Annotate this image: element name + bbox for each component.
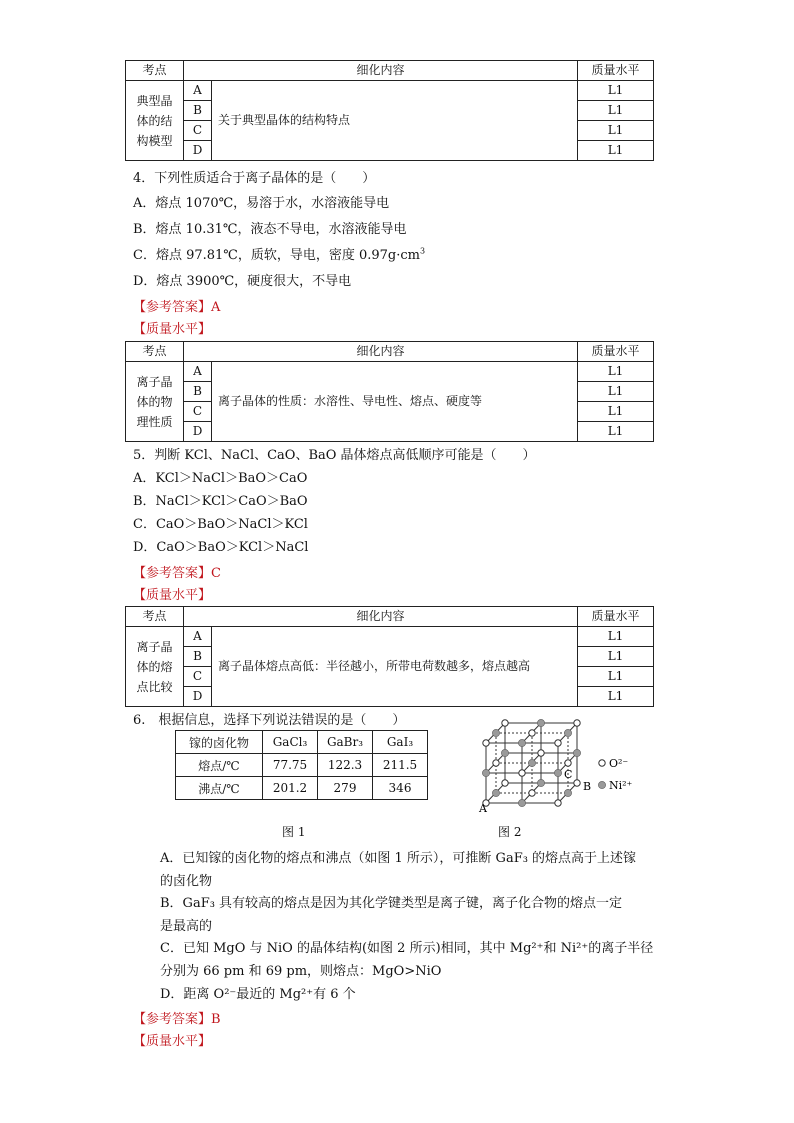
q6-option-a-line2: 的卤化物 (160, 874, 213, 889)
fig1-cell: 201.2 (263, 777, 318, 800)
header-kaodian: 考点 (126, 607, 184, 627)
figure1-halide-table (175, 730, 428, 800)
fig1-cell: 77.75 (263, 754, 318, 777)
fig1-row-label: 熔点/℃ (176, 754, 263, 777)
level-cell: L1 (578, 141, 654, 161)
ni-legend-label: Ni²⁺ (609, 779, 633, 792)
q5-option-a: A．KCl＞NaCl＞BaO＞CaO (133, 471, 308, 486)
q5-answer: 【参考答案】C (133, 566, 221, 581)
q6-answer: 【参考答案】B (133, 1012, 221, 1027)
o-legend-label: O²⁻ (609, 757, 629, 770)
fig1-row-label: 沸点/℃ (176, 777, 263, 800)
level-cell: L1 (578, 687, 654, 707)
fig1-header-cell: GaBr₃ (318, 731, 373, 754)
level-cell: L1 (578, 362, 654, 382)
figure2-crystal-structure (470, 715, 645, 815)
fig1-cell: 346 (373, 777, 428, 800)
option-letter: C (184, 402, 212, 422)
option-letter: B (184, 101, 212, 121)
header-level: 质量水平 (578, 342, 654, 362)
point-label-a: A (479, 802, 487, 815)
option-letter: B (184, 647, 212, 667)
q4-option-b: B．熔点 10.31℃，液态不导电，水溶液能导电 (133, 222, 407, 237)
point-label-c: C (564, 768, 573, 781)
fig1-cell: 279 (318, 777, 373, 800)
q4-option-d: D．熔点 3900℃，硬度很大，不导电 (133, 274, 352, 289)
figure1-caption: 图 1 (282, 825, 306, 839)
topic-cell: 离子晶 体的熔 点比较 (126, 627, 184, 707)
option-letter: D (184, 141, 212, 161)
level-cell: L1 (578, 667, 654, 687)
q4-option-c: C．熔点 97.81℃，质软，导电，密度 $0.97g\cdot cm^3$ (133, 246, 426, 263)
option-letter: D (184, 687, 212, 707)
header-content: 细化内容 (184, 607, 578, 627)
option-letter: C (184, 121, 212, 141)
header-kaodian: 考点 (126, 61, 184, 81)
fig1-header-cell: GaI₃ (373, 731, 428, 754)
detail-cell: 离子晶体的性质：水溶性、导电性、熔点、硬度等 (212, 362, 578, 442)
level-cell: L1 (578, 647, 654, 667)
quality-table-2 (125, 341, 654, 442)
q6-option-d: D．距离 O²⁻最近的 Mg²⁺有 6 个 (160, 987, 356, 1002)
q5-option-b: B．NaCl＞KCl＞CaO＞BaO (133, 494, 308, 509)
header-content: 细化内容 (184, 342, 578, 362)
topic-cell: 典型晶 体的结 构模型 (126, 81, 184, 161)
q4-stem: 4．下列性质适合于离子晶体的是（ ） (133, 171, 376, 186)
q4-option-a: A．熔点 1070℃，易溶于水，水溶液能导电 (133, 196, 390, 211)
fig1-cell: 211.5 (373, 754, 428, 777)
header-level: 质量水平 (578, 607, 654, 627)
q5-option-c: C．CaO＞BaO＞NaCl＞KCl (133, 517, 308, 532)
detail-cell: 离子晶体熔点高低：半径越小，所带电荷数越多，熔点越高 (212, 627, 578, 707)
quality-table-3 (125, 606, 654, 707)
header-kaodian: 考点 (126, 342, 184, 362)
q6-option-b-line1: B．GaF₃ 具有较高的熔点是因为其化学键类型是离子键，离子化合物的熔点一定 (160, 896, 623, 911)
topic-cell: 离子晶 体的物 理性质 (126, 362, 184, 442)
q6-quality-label: 【质量水平】 (133, 1034, 212, 1049)
header-content: 细化内容 (184, 61, 578, 81)
header-level: 质量水平 (578, 61, 654, 81)
fig1-header-cell: 镓的卤化物 (176, 731, 263, 754)
q5-quality-label: 【质量水平】 (133, 588, 212, 603)
figure2-caption: 图 2 (498, 825, 522, 839)
q5-option-d: D．CaO＞BaO＞KCl＞NaCl (133, 540, 309, 555)
q6-option-a-line1: A．已知镓的卤化物的熔点和沸点（如图 1 所示），可推断 GaF₃ 的熔点高于上述镓 (160, 851, 637, 866)
level-cell: L1 (578, 121, 654, 141)
option-letter: C (184, 667, 212, 687)
level-cell: L1 (578, 101, 654, 121)
q5-stem: 5．判断 KCl、NaCl、CaO、BaO 晶体熔点高低顺序可能是（ ） (133, 448, 536, 463)
q6-option-c-line2: 分别为 66 pm 和 69 pm，则熔点：MgO>NiO (160, 964, 442, 979)
q4-answer: 【参考答案】A (133, 300, 221, 315)
quality-table-1 (125, 60, 654, 161)
level-cell: L1 (578, 627, 654, 647)
ni-legend-marker (598, 781, 605, 788)
q4-quality-label: 【质量水平】 (133, 322, 212, 337)
option-letter: A (184, 81, 212, 101)
level-cell: L1 (578, 402, 654, 422)
fig1-cell: 122.3 (318, 754, 373, 777)
option-letter: A (184, 627, 212, 647)
option-letter: D (184, 422, 212, 442)
q6-stem: 6. 根据信息，选择下列说法错误的是（ ） (133, 713, 406, 728)
point-label-b: B (583, 780, 592, 793)
level-cell: L1 (578, 382, 654, 402)
level-cell: L1 (578, 422, 654, 442)
option-letter: A (184, 362, 212, 382)
q6-option-c-line1: C．已知 MgO 与 NiO 的晶体结构(如图 2 所示)相同，其中 Mg²⁺和 Ni²⁺的离子半径 (160, 941, 654, 956)
option-letter: B (184, 382, 212, 402)
q6-option-b-line2: 是最高的 (160, 919, 213, 934)
fig1-header-cell: GaCl₃ (263, 731, 318, 754)
detail-cell: 关于典型晶体的结构特点 (212, 81, 578, 161)
o-legend-marker (599, 760, 605, 766)
level-cell: L1 (578, 81, 654, 101)
